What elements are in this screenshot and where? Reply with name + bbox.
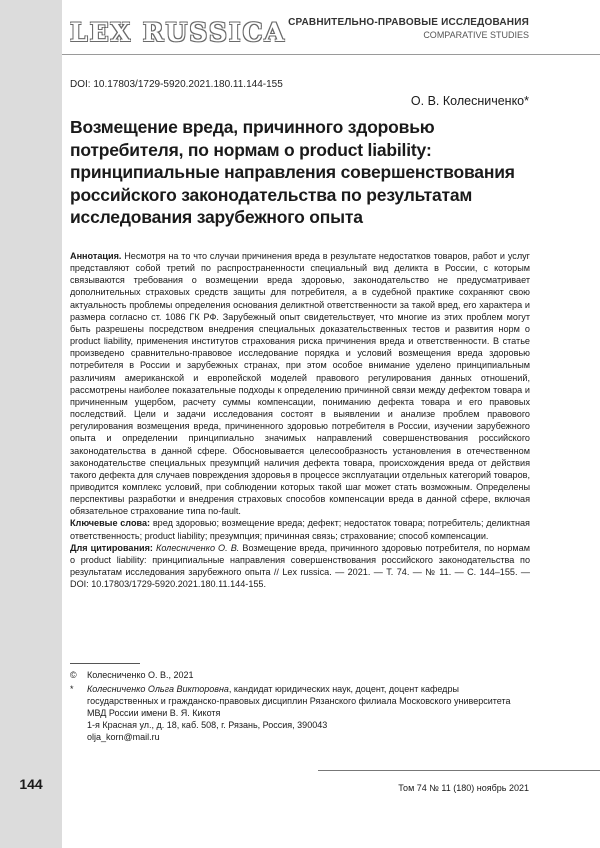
copyright-mark: © <box>70 670 77 680</box>
footer-divider <box>318 770 600 771</box>
author-email: olja_korn@mail.ru <box>87 732 160 742</box>
doi-line: DOI: 10.17803/1729-5920.2021.180.11.144-155 <box>70 79 283 90</box>
author-credentials: , кандидат юридических наук, доцент, доцент кафедры государственных и гражданско-правовых дисциплин Рязанского филиала Московского университета МВД России имени В. Я. Кикотя <box>87 684 511 718</box>
copyright-text: Колесниченко О. В., 2021 <box>87 670 194 680</box>
author-address: 1-я Красная ул., д. 18, каб. 508, г. Рязань, Россия, 390043 <box>87 720 328 730</box>
abstract-block <box>70 250 530 590</box>
keywords-text: вред здоровью; возмещение вреда; дефект; недостаток товара; потребитель; деликтная ответственность; product liability; презумпция; причинная связь; страхование; способ компенсации. <box>70 518 530 541</box>
footnote-divider <box>70 663 140 664</box>
author-footnote-affiliation <box>87 683 527 719</box>
article-title: Возмещение вреда, причинного здоровью потребителя, по нормам о product liability: принципиальные направления совершенствования российского законодательства по результатам исследования зарубежного опыта <box>70 117 515 227</box>
author-name: О. В. Колесниченко* <box>410 94 529 108</box>
author-footnote-mark: * <box>70 684 74 694</box>
citation-label: Для цитирования: <box>70 542 153 553</box>
issue-info: Том 74 № 11 (180) ноябрь 2021 <box>398 783 529 793</box>
section-title-ru: СРАВНИТЕЛЬНО-ПРАВОВЫЕ ИССЛЕДОВАНИЯ <box>288 17 529 28</box>
author-footnote-body <box>87 683 527 743</box>
section-title-en: COMPARATIVE STUDIES <box>423 30 529 40</box>
left-margin-bar <box>0 0 62 848</box>
author-full-name: Колесниченко Ольга Викторовна <box>87 684 229 694</box>
abstract-paragraph <box>70 250 530 517</box>
journal-logo: LEX RUSSICA <box>70 18 286 47</box>
keywords-paragraph <box>70 517 530 541</box>
abstract-label: Аннотация. <box>70 251 122 261</box>
keywords-label: Ключевые слова: <box>70 518 151 529</box>
copyright-note <box>70 669 530 681</box>
citation-text: Возмещение вреда, причинного здоровью потребителя, по нормам о product liability: принципиальные направления совершенствования российского законодательства по результатам исследования зарубежного опыта // Lex russica. — 2021. — Т. 74. — № 11. — С. 144–155. — DOI: 10.17803/1729-5920.2021.180.11.144-155. <box>70 542 530 590</box>
abstract-text: Несмотря на то что случаи причинения вреда в результате недостатков товаров, работ и услуг представляют собой третий по распространенности специальный вид деликта в России, с которым связываются требования о возмещении вреда здоровью, законодательство не предусматривает дополнительных страховых средств защиты для потребителя, а в судебной практике сохраняют свою актуальность проблемы определения основания деликтной ответственности за такой вред, его характера и размера согласно ст. 1086 ГК РФ. Зарубежный опыт свидетельствует, что многие из этих проблем могут быть разрешены посредством внедрения специальных доказательственных тестов и развития норм о product liability, применения институтов страхования риска причинения вреда и ответственности. В статье произведено сравнительно-правовое исследование порядка и условий возмещения вреда здоровью потребителя в России и зарубежных странах, при этом особое внимание уделено принципиальным различиям американской и европейской моделей правового регулирования данных отношений, рассмотрены наиболее показательные подходы к определению причинной связи между дефектом товара и причиненным ущербом, расчету суммы компенсации, пониманию дефекта товара и его правовых последствий. Цели и задачи исследования состоят в выявлении и анализе проблем правового регулирования возмещения вреда, причиненного здоровью потребителя в России, изучении зарубежного опыта и определении принципиально значимых направлений совершенствования российского законодательства в данной сфере. Обосновывается целесообразность установления в отечественном законодательстве специальных презумпций наличия дефекта товара, происхождения вреда от действия такого дефекта для случаев повреждения здоровья в процессе эксплуатации отдельных категорий товаров, приводится комплекс условий, при соблюдении которых такой шаг может стать возможным. Определены перспективы разработки и внедрения страховых способов компенсации вреда в данной сфере, включая обязательное страхование типа no-fault. <box>70 251 530 517</box>
page-number: 144 <box>19 776 43 792</box>
citation-author: Колесниченко О. В. <box>155 542 240 553</box>
author-footnote <box>70 683 530 753</box>
citation-paragraph <box>70 542 530 591</box>
header-divider <box>62 54 600 55</box>
